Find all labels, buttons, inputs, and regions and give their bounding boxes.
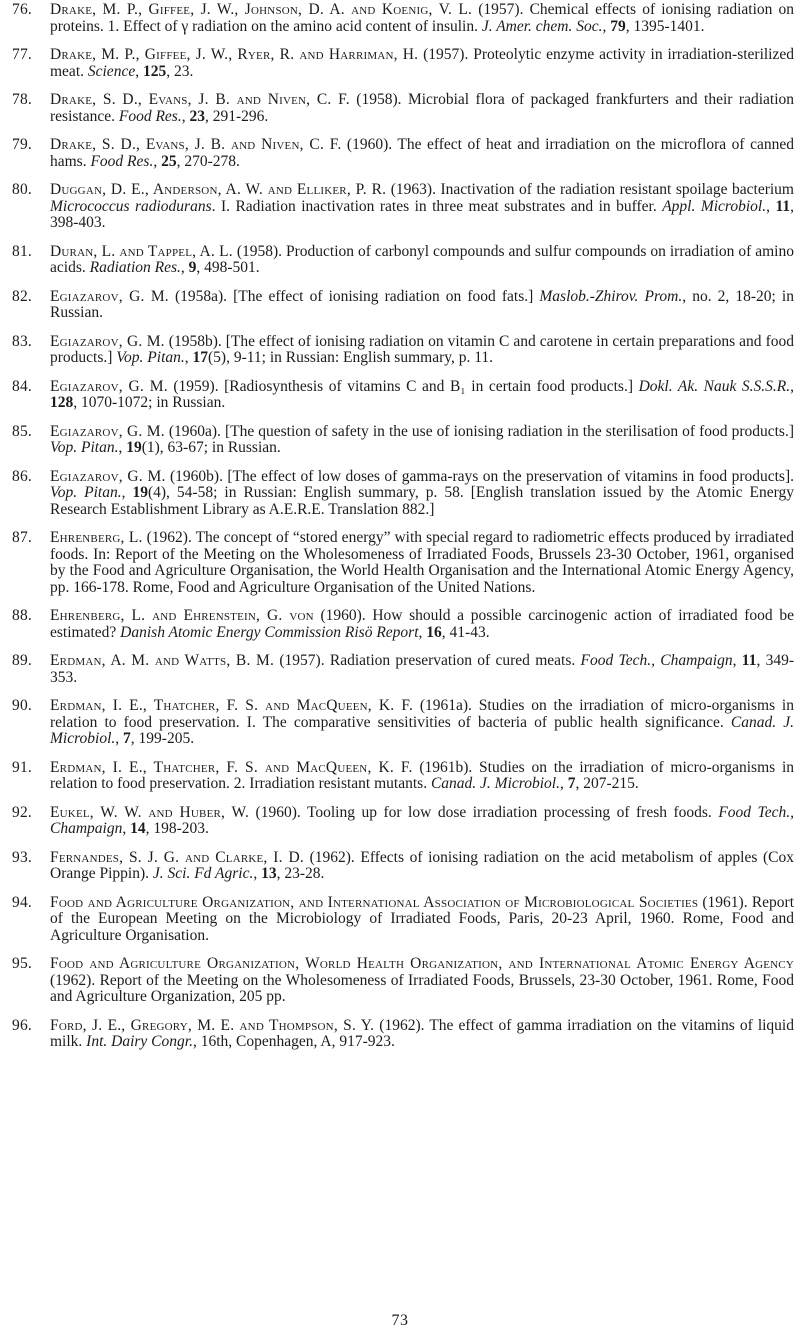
reference-item [12,244,794,277]
reference-title: (1962). Effects of ionising radiation on the acid metabolism of apples (Cox Orange Pippin). [50,848,794,882]
reference-item [12,137,794,170]
reference-volume: 128 [50,394,74,411]
reference-text: Drake, S. D., Evans, J. B. and Niven, C. F. (1958). Microbial flora of packaged frankfurters and their radiation resistance. Food Res., 23, 291-296. [50,91,795,125]
reference-journal: Appl. Microbiol. [662,197,767,215]
reference-title: (1961b). Studies on the irradiation of micro-organisms in relation to food preservation. 2. Irradiation resistant mutants. [50,758,794,792]
reference-title: (1960a). [The question of safety in the use of ionising radiation in the sterilisation of food products.] [164,422,794,440]
reference-title: (1960). Tooling up for low dose irradiation processing of fresh foods. [249,803,719,821]
reference-item [12,530,794,596]
reference-item [12,850,794,883]
reference-title: (1960). The effect of heat and irradiation on the microflora of canned hams. [50,136,795,170]
reference-item [12,760,794,793]
reference-item [12,47,794,80]
reference-authors: Egiazarov, G. M. [50,332,165,350]
reference-authors: Drake, S. D., Evans, J. B. and Niven, C. F. [50,136,342,153]
reference-title: (1959). [Radiosynthesis of vitamins C and B₁ in certain food products.] [167,377,639,395]
reference-pages: , 291-296. [204,107,269,125]
reference-volume: 125 [142,62,167,80]
reference-number: 87. [12,529,32,546]
reference-number: 86. [12,467,32,485]
reference-journal: Radiation Res. [89,259,181,276]
reference-title: (1962). The concept of “stored energy” with special regard to radiometric effects produced by irradiated foods. In: Report of the Meeting on the Wholesomeness of Irradiated Foods, Brussels 23-30 October, 1961, organised by the Food and Agriculture Organisation, the World Health Organisation and the International Atomic Energy Agency, pp. 166-178. Rome, Food and Agriculture Organisation of the United Nations. [50,529,794,596]
reference-title: (1958a). [The effect of ionising radiation on food fats.] [168,287,540,305]
reference-text: Erdman, I. E., Thatcher, F. S. and MacQueen, K. F. (1961a). Studies on the irradiation of micro-organisms in relation to food preservation. I. The comparative sensitivities of bacteria of public health significance. Canad. J. Microbiol., 7, 199-205. [50,697,794,747]
reference-number: 93. [12,848,32,866]
reference-volume: 19 [126,439,142,456]
reference-authors: Food and Agriculture Organization, World Health Organization, and International Atomic Energy Agency [50,955,794,972]
reference-text: Erdman, A. M. and Watts, B. M. (1957). Radiation preservation of cured meats. Food Tech., Champaign, 11, 349-353. [50,652,795,686]
reference-item [12,469,794,519]
reference-text: Egiazarov, G. M. (1959). [Radiosynthesis of vitamins C and B₁ in certain food products.] Dokl. Ak. Nauk S.S.S.R., 128, 1070-1072; in Russian. [50,377,794,411]
reference-journal: Maslob.-Zhirov. Prom. [539,287,683,305]
reference-volume: 79 [610,17,626,35]
reference-number: 77. [12,46,32,63]
reference-text: Ford, J. E., Gregory, M. E. and Thompson, S. Y. (1962). The effect of gamma irradiation on the vitamins of liquid milk. Int. Dairy Congr., 16th, Copenhagen, A, 917-923. [50,1016,794,1050]
reference-title: (1962). The effect of gamma irradiation on the vitamins of liquid milk. [50,1016,794,1050]
reference-pages: (5), 9-11; in Russian: English summary, p. 11. [208,349,494,366]
reference-text: Ehrenberg, L. and Ehrenstein, G. von (1960). How should a possible carcinogenic action of irradiated food be estimated? Danish Atomic Energy Commission Risö Report, 16, 41-43. [50,607,794,641]
reference-item [12,182,794,232]
reference-item [12,698,794,748]
reference-number: 79. [12,136,32,153]
reference-number: 94. [12,893,32,911]
reference-volume: 11 [741,652,757,669]
reference-title: (1961). Report of the European Meeting on the Microbiology of Irradiated Foods, Paris, 20-23 April, 1960. Rome, Food and Agriculture Organisation. [50,893,795,944]
reference-volume: 25 [161,152,177,170]
reference-pages: , 23. [166,62,194,80]
reference-species-name: Micrococcus radiodurans [50,197,212,215]
reference-volume: 7 [123,730,131,747]
reference-pages: , 41-43. [441,623,490,641]
reference-item [12,334,794,367]
reference-authors: Ehrenberg, L. and Ehrenstein, G. von [50,607,314,624]
reference-pages: , 270-278. [176,152,240,170]
reference-pages: (1), 63-67; in Russian. [141,439,281,456]
reference-pages: , 398-403. [50,197,795,231]
reference-number: 80. [12,181,32,198]
reference-number: 95. [12,955,32,972]
reference-volume: 16 [426,623,442,641]
reference-text: Duran, L. and Tappel, A. L. (1958). Production of carbonyl compounds and sulfur compounds on irradiation of amino acids. Radiation Res., 9, 498-501. [50,242,794,276]
reference-item [12,895,794,945]
reference-authors: Egiazarov, G. M. [50,467,166,485]
reference-number: 78. [12,91,32,108]
reference-text: Egiazarov, G. M. (1958b). [The effect of ionising radiation on vitamin C and carotene in certain preparations and food products.] Vop. Pitan., 17(5), 9-11; in Russian: English summary, p. 11. [50,332,794,366]
reference-text [50,956,794,1006]
reference-journal: Canad. J. Microbiol. [50,713,794,747]
reference-item [12,653,794,686]
reference-number: 91. [12,758,32,776]
reference-text [50,895,794,945]
reference-number: 88. [12,607,32,624]
reference-journal: Food Res. [118,107,182,125]
reference-number: 96. [12,1016,32,1034]
reference-journal: J. Sci. Fd Agric. [152,865,254,882]
reference-text: Drake, S. D., Evans, J. B. and Niven, C. F. (1960). The effect of heat and irradiation on the microflora of canned hams. Food Res., 25, 270-278. [50,136,795,170]
reference-text: Egiazarov, G. M. (1958a). [The effect of ionising radiation on food fats.] Maslob.-Zhirov. Prom., no. 2, 18-20; in Russian. [50,287,794,321]
reference-text: Drake, M. P., Giffee, J. W., Ryer, R. and Harriman, H. (1957). Proteolytic enzyme activity in irradiation-sterilized meat. Science, 125, 23. [50,46,794,80]
reference-pages: , 1395-1401. [625,17,705,35]
reference-title: (1960). How should a possible carcinogenic action of irradiated food be estimated? [50,607,794,641]
reference-journal: Dokl. Ak. Nauk S.S.S.R. [638,377,791,395]
reference-pages: , 198-203. [145,820,209,837]
reference-title: (1960b). [The effect of low doses of gamma-rays on the preservation of vitamins in food products]. [165,467,794,485]
reference-journal: Int. Dairy Congr. [86,1033,193,1050]
reference-text: Egiazarov, G. M. (1960b). [The effect of low doses of gamma-rays on the preservation of vitamins in food products]. Vop. Pitan., 19(4), 54-58; in Russian: English summary, p. 58. [English translation issued by the Atomic Energy Research Establishment Library as A.E.R.E. Translation 882.] [50,467,794,518]
reference-volume: 23 [189,107,205,125]
reference-volume: 9 [188,259,197,276]
reference-number: 81. [12,242,32,260]
reference-item [12,92,794,125]
reference-text: Duggan, D. E., Anderson, A. W. and Elliker, P. R. (1963). Inactivation of the radiation resistant spoilage bacterium Micrococcus radiodurans. I. Radiation inactivation rates in three meat substrates and in buffer. Appl. Microbiol., 11, 398-403. [50,181,795,231]
reference-text: Eukel, W. W. and Huber, W. (1960). Tooling up for low dose irradiation processing of fresh foods. Food Tech., Champaign, 14, 198-203. [50,803,795,837]
reference-title: (1957). Radiation preservation of cured meats. [274,652,581,669]
reference-text: Egiazarov, G. M. (1960a). [The question of safety in the use of ionising radiation in the sterilisation of food products.] Vop. Pitan., 19(1), 63-67; in Russian. [50,422,794,456]
reference-text: Fernandes, S. J. G. and Clarke, I. D. (1962). Effects of ionising radiation on the acid metabolism of apples (Cox Orange Pippin). J. Sci. Fd Agric., 13, 23-28. [50,848,794,882]
reference-journal: Vop. Pitan. [50,439,119,456]
reference-volume: 17 [192,349,209,366]
reference-number: 76. [12,1,32,18]
reference-authors: Drake, S. D., Evans, J. B. and Niven, C. F. [50,91,350,108]
reference-pages: , 207-215. [575,775,639,792]
reference-number: 90. [12,697,32,714]
reference-item [12,805,794,838]
reference-volume: 11 [775,197,791,215]
reference-list [12,2,794,1063]
reference-title: (1958b). [The effect of ionising radiation on vitamin C and carotene in certain preparations and food products.] [50,332,794,366]
reference-volume: 13 [261,865,277,882]
reference-title: (1958). Production of carbonyl compounds and sulfur compounds on irradiation of amino acids. [50,242,794,276]
reference-text: Drake, M. P., Giffee, J. W., Johnson, D. A. and Koenig, V. L. (1957). Chemical effects of ionising radiation on proteins. 1. Effect of γ radiation on the amino acid content of insulin. J. Amer. chem. Soc., 79, 1395-1401. [50,1,794,35]
reference-text [50,530,794,596]
reference-journal: Vop. Pitan. [116,349,185,366]
reference-volume: 19 [132,484,148,501]
reference-pages: , 23-28. [276,865,325,882]
reference-volume: 14 [130,820,146,837]
reference-journal: Vop. Pitan. [50,484,122,501]
reference-text: Erdman, I. E., Thatcher, F. S. and MacQueen, K. F. (1961b). Studies on the irradiation of micro-organisms in relation to food preservation. 2. Irradiation resistant mutants. Canad. J. Microbiol., 7, 207-215. [50,758,794,792]
reference-number: 89. [12,652,32,669]
reference-authors: Erdman, I. E., Thatcher, F. S. and MacQueen, K. F. [50,758,413,776]
reference-item [12,608,794,641]
reference-authors: Drake, M. P., Giffee, J. W., Ryer, R. and Harriman, H. [50,46,419,63]
reference-pages: , 1070-1072; in Russian. [73,394,226,411]
reference-number: 83. [12,332,32,350]
reference-authors: Eukel, W. W. and Huber, W. [50,803,250,821]
reference-item [12,1018,794,1051]
reference-authors: Egiazarov, G. M. [50,422,165,440]
reference-title: (1958). Microbial flora of packaged frankfurters and their radiation resistance. [50,91,795,125]
reference-number: 84. [12,377,32,395]
reference-journal: Danish Atomic Energy Commission Risö Report [120,623,419,641]
reference-item [12,424,794,457]
reference-journal: Canad. J. Microbiol. [430,775,560,792]
reference-number: 92. [12,803,32,821]
reference-pages: , 349-353. [50,652,795,686]
reference-authors: Fernandes, S. J. G. and Clarke, I. D. [50,848,305,866]
page-number: 73 [391,1312,409,1329]
reference-title: (1957). Proteolytic enzyme activity in irradiation-sterilized meat. [50,46,794,80]
reference-authors: Erdman, I. E., Thatcher, F. S. and MacQueen, K. F. [50,697,414,714]
reference-title: (1957). Chemical effects of ionising radiation on proteins. 1. Effect of γ radiation on the amino acid content of insulin. [50,1,794,35]
reference-journal: J. Amer. chem. Soc. [481,17,603,35]
reference-item [12,956,794,1006]
reference-title-continued: . I. Radiation inactivation rates in three meat substrates and in buffer. [211,197,663,215]
reference-authors: Duran, L. and Tappel, A. L. [50,242,233,260]
reference-item [12,2,794,35]
reference-journal: Food Tech., Champaign [50,803,795,837]
reference-authors: Egiazarov, G. M. [50,287,169,305]
reference-title: (1961a). Studies on the irradiation of micro-organisms in relation to food preservation. I. The comparative sensitivities of bacteria of public health significance. [50,697,794,731]
reference-authors: Drake, M. P., Giffee, J. W., Johnson, D. A. and Koenig, V. L. [50,1,473,18]
reference-authors: Ehrenberg, L. [50,529,143,546]
reference-title: (1962). Report of the Meeting on the Wholesomeness of Irradiated Foods, Brussels, 23-30 October, 1961. Rome, Food and Agriculture Organization, 205 pp. [50,971,794,1005]
reference-pages: no. 2, 18-20; in Russian. [50,287,794,321]
reference-number: 82. [12,287,32,305]
reference-number: 85. [12,422,32,440]
reference-authors: Food and Agriculture Organization, and International Association of Microbiological Societies [50,893,699,911]
reference-journal: Food Res. [90,152,154,170]
reference-pages: 16th, Copenhagen, A, 917-923. [200,1033,395,1050]
reference-pages: , 498-501. [196,259,260,276]
reference-item [12,289,794,322]
reference-authors: Ford, J. E., Gregory, M. E. and Thompson, S. Y. [50,1016,375,1034]
reference-pages: , 199-205. [130,730,195,747]
reference-volume: 7 [567,775,576,792]
reference-authors: Erdman, A. M. and Watts, B. M. [50,652,275,669]
reference-journal: Food Tech., Champaign [580,652,733,669]
reference-pages: (4), 54-58; in Russian: English summary, p. 58. [English translation issued by the Atomic Energy Research Establishment Library as A.E.R.E. Translation 882.] [50,484,794,518]
reference-title: (1963). Inactivation of the radiation resistant spoilage bacterium [386,181,794,198]
reference-item [12,379,794,412]
reference-authors: Egiazarov, G. M. [50,377,168,395]
reference-journal: Science [87,62,136,80]
reference-authors: Duggan, D. E., Anderson, A. W. and Elliker, P. R. [50,181,387,198]
